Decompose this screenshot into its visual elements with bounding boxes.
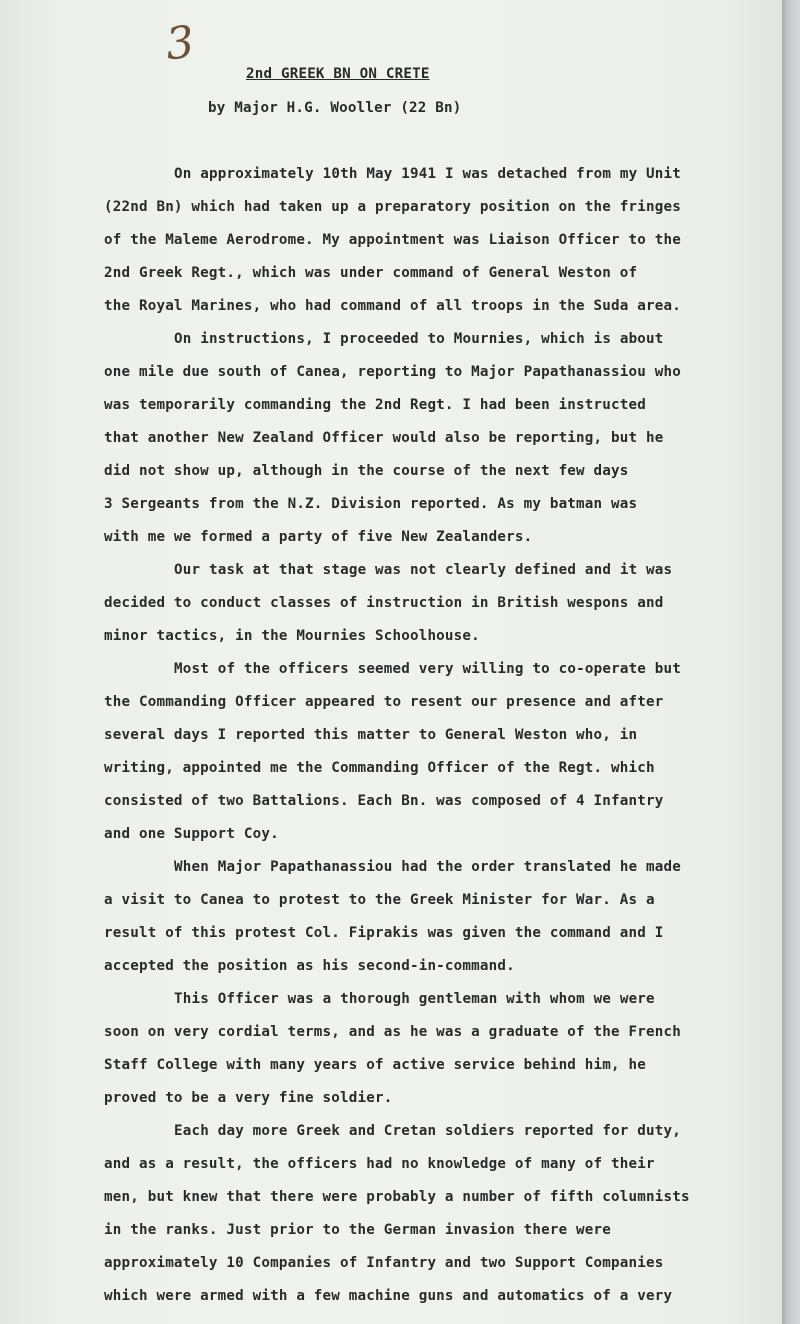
text-line: minor tactics, in the Mournies Schoolhouse. (104, 628, 480, 644)
text-line: the Royal Marines, who had command of all troops in the Suda area. (104, 298, 681, 314)
text-line: Our task at that stage was not clearly defined and it was (174, 562, 673, 578)
document-title: 2nd GREEK BN ON CRETE (246, 66, 430, 82)
text-line: consisted of two Battalions. Each Bn. was composed of 4 Infantry (104, 793, 664, 809)
text-line: and as a result, the officers had no knowledge of many of their (104, 1156, 655, 1172)
text-line: did not show up, although in the course of the next few days (104, 463, 629, 479)
document-body (104, 158, 772, 1313)
text-line: writing, appointed me the Commanding Officer of the Regt. which (104, 760, 655, 776)
text-line: Staff College with many years of active service behind him, he (104, 1057, 646, 1073)
text-line: soon on very cordial terms, and as he was a graduate of the French (104, 1024, 681, 1040)
text-line: Each day more Greek and Cretan soldiers reported for duty, (174, 1123, 682, 1139)
text-line: several days I reported this matter to General Weston who, in (104, 727, 638, 743)
text-line: the Commanding Officer appeared to resent our presence and after (104, 694, 664, 710)
text-line: On instructions, I proceeded to Mournies, which is about (174, 331, 664, 347)
text-line: men, but knew that there were probably a number of fifth columnists (104, 1189, 690, 1205)
text-line: was temporarily commanding the 2nd Regt. I had been instructed (104, 397, 646, 413)
text-line: in the ranks. Just prior to the German invasion there were (104, 1222, 612, 1238)
page-edge-shadow (782, 0, 800, 1324)
text-line: and one Support Coy. (104, 826, 279, 842)
text-line: accepted the position as his second-in-command. (104, 958, 515, 974)
text-line: one mile due south of Canea, reporting to Major Papathanassiou who (104, 364, 681, 380)
text-line: This Officer was a thorough gentleman with whom we were (174, 991, 655, 1007)
document-byline: by Major H.G. Wooller (22 Bn) (208, 100, 462, 116)
text-line: When Major Papathanassiou had the order translated he made (174, 859, 682, 875)
text-line: result of this protest Col. Fiprakis was given the command and I (104, 925, 664, 941)
text-line: which were armed with a few machine guns and automatics of a very (104, 1288, 673, 1304)
text-line: a visit to Canea to protest to the Greek Minister for War. As a (104, 892, 655, 908)
text-line: Most of the officers seemed very willing to co-operate but (174, 661, 682, 677)
text-line: with me we formed a party of five New Zealanders. (104, 529, 533, 545)
text-line: decided to conduct classes of instruction in British wespons and (104, 595, 664, 611)
text-line: of the Maleme Aerodrome. My appointment was Liaison Officer to the (104, 232, 681, 248)
handwritten-page-number: 3 (163, 16, 197, 71)
text-line: approximately 10 Companies of Infantry and two Support Companies (104, 1255, 664, 1271)
text-line: that another New Zealand Officer would also be reporting, but he (104, 430, 664, 446)
text-line: 2nd Greek Regt., which was under command of General Weston of (104, 265, 638, 281)
text-line: On approximately 10th May 1941 I was detached from my Unit (174, 166, 682, 182)
text-line: proved to be a very fine soldier. (104, 1090, 393, 1106)
text-line: (22nd Bn) which had taken up a preparatory position on the fringes (104, 199, 681, 215)
text-line: 3 Sergeants from the N.Z. Division reported. As my batman was (104, 496, 638, 512)
